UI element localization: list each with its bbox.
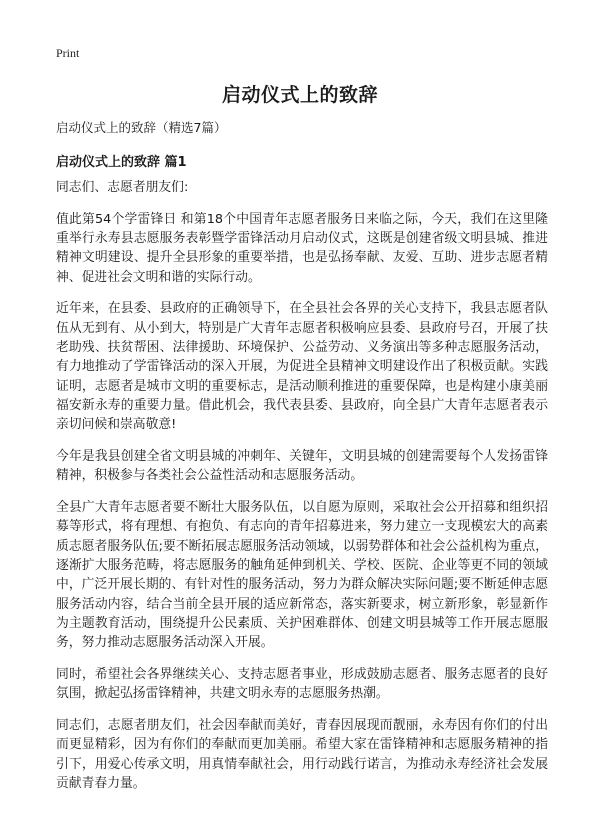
print-link[interactable]: Print: [56, 46, 80, 60]
document-subtitle: 启动仪式上的致辞（精选7篇）: [56, 120, 227, 135]
article-body: [56, 178, 548, 806]
section-heading: 启动仪式上的致辞 篇1: [56, 155, 187, 170]
page-title: 启动仪式上的致辞: [221, 84, 378, 106]
body-paragraph: 同时，希望社会各界继续关心、支持志愿者事业，形成鼓励志愿者、服务志愿者的良好氛围，掀起弘扬雷锋精神，共建文明永寿的志愿服务热潮。: [56, 667, 548, 702]
body-paragraph: 值此第54个学雷锋日 和第18个中国青年志愿者服务日来临之际，今天，我们在这里隆重举行永寿县志愿服务表彰暨学雷锋活动月启动仪式，这既是创建省级文明县城、推进精神文明建设、提升全县形象的重要举措，也是弘扬奉献、友爱、互助、进步志愿者精神、促进社会文明和谐的实际行动。: [56, 211, 548, 285]
body-paragraph: 同志们，志愿者朋友们，社会因奉献而美好，青春因展现而靓丽，永寿因有你们的付出而更显精彩，因为有你们的奉献而更加美丽。希望大家在雷锋精神和志愿服务精神的指引下，用爱心传承文明，用真情奉献社会，用行动践行诺言，为推动永寿经济社会发展贡献青春力量。: [56, 718, 548, 792]
body-paragraph: 全县广大青年志愿者要不断壮大服务队伍，以自愿为原则，采取社会公开招募和组织招募等形式，将有理想、有抱负、有志向的青年招募进来，努力建立一支现模宏大的高素质志愿者服务队伍;要不断拓展志愿服务活动领域，以弱势群体和社会公益机构为重点，逐渐扩大服务范畴，将志愿服务的触角延伸到机关、学校、医院、企业等更不同的领域中，广泛开展长期的、有针对性的服务活动，努力为群众解决实际问题;要不断延伸志愿服务活动内容，结合当前全县开展的适应新常态，落实新要求，树立新形象，彰显新作为主题教育活动，围绕提升公民素质、关护困难群体、创建文明县城等工作开展志愿服务，努力推动志愿服务活动深入开展。: [56, 500, 548, 651]
body-paragraph: 今年是我县创建全省文明县城的冲刺年、关键年，文明县城的创建需要每个人发扬雷锋精神，积极参与各类社会公益性活动和志愿服务活动。: [56, 449, 548, 484]
body-paragraph: 近年来，在县委、县政府的正确领导下，在全县社会各界的关心支持下，我县志愿者队伍从无到有、从小到大，特别是广大青年志愿者积极响应县委、县政府号召，开展了扶老助残、扶贫帮困、法律援助、环境保护、公益劳动、义务演出等多种志愿服务活动，有力地推动了学雷锋活动的深入开展，为促进全县精神文明建设作出了积极贡献。实践证明，志愿者是城市文明的重要标志，是活动顺利推进的重要保障，也是构建小康美丽福安新永寿的重要力量。借此机会，我代表县委、县政府，向全县广大青年志愿者表示亲切问候和崇高敬意!: [56, 301, 548, 433]
salutation-paragraph: 同志们、志愿者朋友们:: [56, 180, 189, 195]
